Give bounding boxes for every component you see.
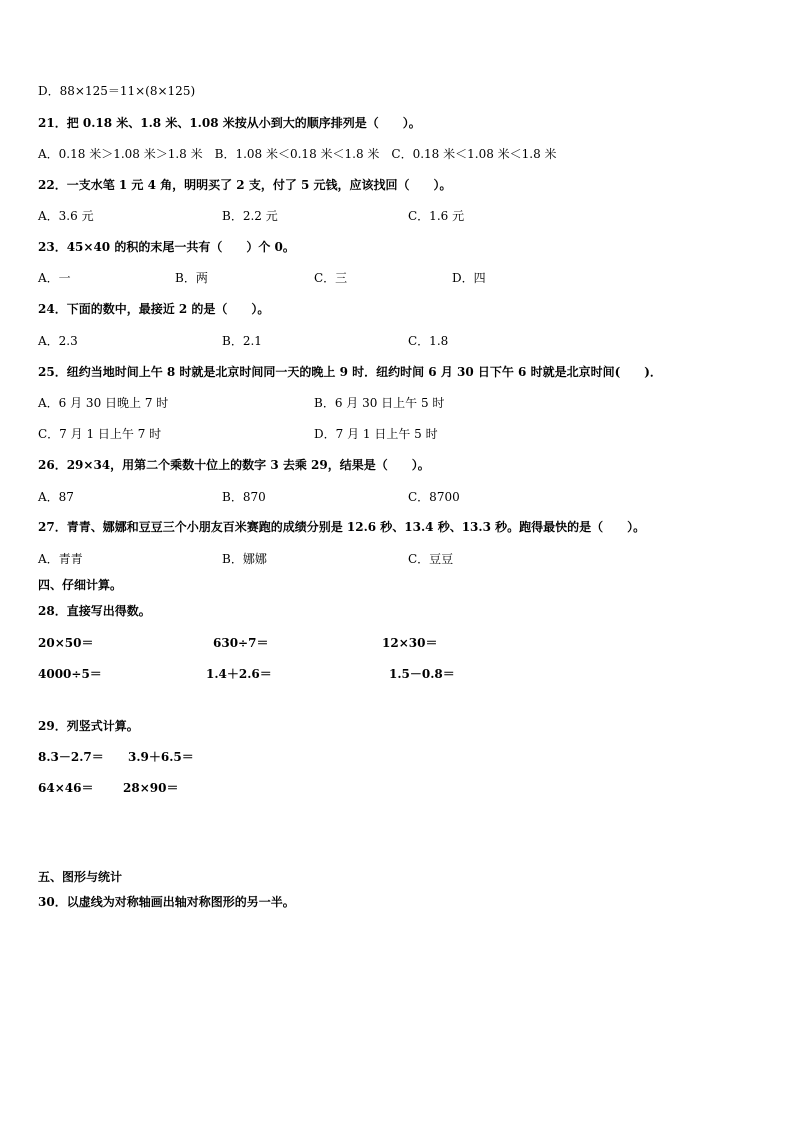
q27-stem: 27．青青、娜娜和豆豆三个小朋友百米赛跑的成绩分别是 12.6 秒、13.4 秒、13.3 秒。跑得最快的是（ ）。	[38, 520, 646, 534]
q29-stem: 29．列竖式计算。	[38, 719, 139, 733]
q29-expr-2: 3.9＋6.5＝	[128, 750, 194, 764]
q24-option-a: A．2.3	[38, 334, 78, 348]
q25-option-a: A．6 月 30 日晚上 7 时	[38, 396, 169, 410]
q29-expr-3: 64×46＝	[38, 781, 94, 795]
q23-option-c: C．三	[314, 271, 348, 285]
q23-option-d: D．四	[452, 271, 486, 285]
q20-option-d: D．88×125＝11×(8×125)	[38, 84, 196, 98]
q25-option-d: D．7 月 1 日上午 5 时	[314, 427, 438, 441]
q25-stem: 25．纽约当地时间上午 8 时就是北京时间同一天的晚上 9 时．纽约时间 6 月 30 日下午 6 时就是北京时间( )．	[38, 365, 662, 379]
q28-expr-1: 20×50＝	[38, 636, 94, 650]
q28-expr-4: 4000÷5＝	[38, 667, 102, 681]
q28-expr-3: 12×30＝	[382, 636, 438, 650]
q24-option-b: B．2.1	[222, 334, 262, 348]
q26-option-a: A．87	[38, 490, 74, 504]
section-5-heading: 五、图形与统计	[38, 870, 123, 884]
q29-expr-1: 8.3－2.7＝	[38, 750, 104, 764]
q26-option-b: B．870	[222, 490, 266, 504]
q22-option-c: C．1.6 元	[408, 209, 465, 223]
q22-stem: 22．一支水笔 1 元 4 角，明明买了 2 支，付了 5 元钱，应该找回（ ）。	[38, 178, 452, 192]
section-4-heading: 四、仔细计算。	[38, 578, 123, 592]
q30-stem: 30．以虚线为对称轴画出轴对称图形的另一半。	[38, 895, 295, 909]
q28-stem: 28．直接写出得数。	[38, 604, 151, 618]
q23-option-b: B．两	[175, 271, 208, 285]
q29-expr-4: 28×90＝	[123, 781, 179, 795]
q24-stem: 24．下面的数中，最接近 2 的是（ ）。	[38, 302, 270, 316]
q21-options: A．0.18 米＞1.08 米＞1.8 米 B．1.08 米＜0.18 米＜1.8 米 C．0.18 米＜1.08 米＜1.8 米	[38, 147, 557, 161]
q22-option-b: B．2.2 元	[222, 209, 278, 223]
q22-option-a: A．3.6 元	[38, 209, 94, 223]
q23-stem: 23．45×40 的积的末尾一共有（ ）个 0。	[38, 240, 295, 254]
q21-stem: 21．把 0.18 米、1.8 米、1.08 米按从小到大的顺序排列是（ ）。	[38, 116, 421, 130]
q26-stem: 26．29×34，用第二个乘数十位上的数字 3 去乘 29，结果是（ ）。	[38, 458, 430, 472]
q26-option-c: C．8700	[408, 490, 460, 504]
q24-option-c: C．1.8	[408, 334, 449, 348]
q25-option-c: C．7 月 1 日上午 7 时	[38, 427, 162, 441]
q27-option-c: C．豆豆	[408, 552, 454, 566]
q23-option-a: A．一	[38, 271, 71, 285]
q28-expr-2: 630÷7＝	[213, 636, 269, 650]
q27-option-b: B．娜娜	[222, 552, 267, 566]
q28-expr-5: 1.4＋2.6＝	[206, 667, 272, 681]
q28-expr-6: 1.5－0.8＝	[389, 667, 455, 681]
q25-option-b: B．6 月 30 日上午 5 时	[314, 396, 445, 410]
q27-option-a: A．青青	[38, 552, 83, 566]
